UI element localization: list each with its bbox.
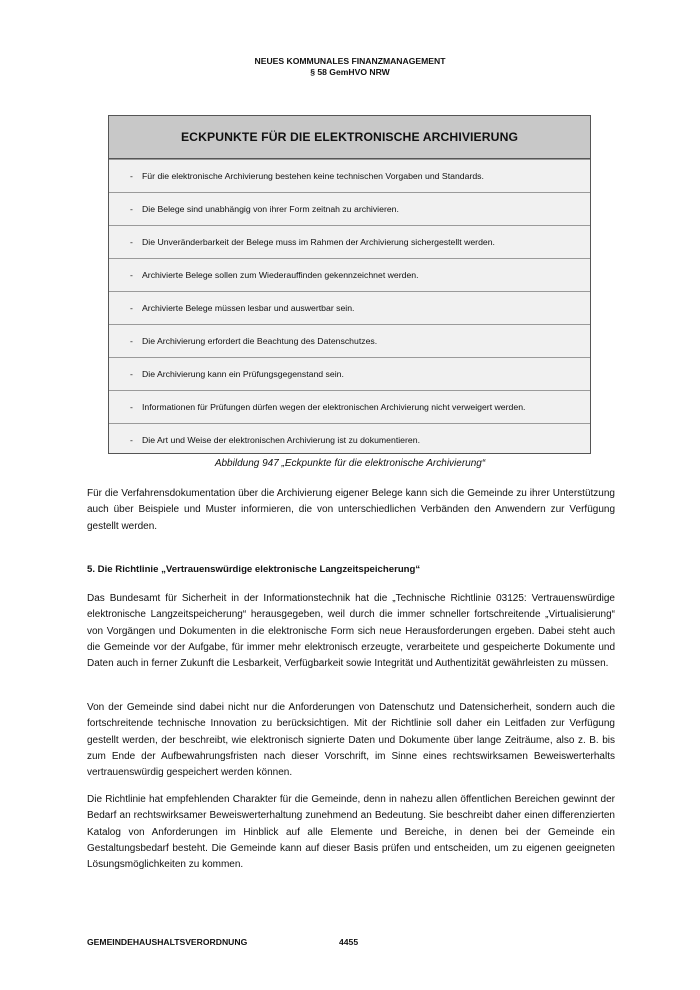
- list-item: - Die Archivierung kann ein Prüfungsgegenstand sein.: [109, 357, 590, 390]
- header-section: § 58 GemHVO NRW: [310, 67, 390, 77]
- list-item: - Die Archivierung erfordert die Beachtung des Datenschutzes.: [109, 324, 590, 357]
- footer-title: GEMEINDEHAUSHALTSVERORDNUNG: [87, 937, 248, 947]
- box-title: ECKPUNKTE FÜR DIE ELEKTRONISCHE ARCHIVIERUNG: [109, 116, 590, 159]
- paragraph-documentation: Für die Verfahrensdokumentation über die Archivierung eigener Belege kann sich die Gemeinde zu ihrer Unterstützung auch über Beispiele und Muster informieren, die von unterschiedlichen Verbänden den Anwendern zur Verfügung gestellt werden.: [87, 488, 615, 532]
- figure-caption: Abbildung 947 „Eckpunkte für die elektronische Archivierung“: [214, 458, 486, 469]
- paragraph-recommendation: Die Richtlinie hat empfehlenden Charakter für die Gemeinde, denn in nahezu allen öffentlichen Bereichen gewinnt der Bedarf an rechtswirksamer Beweiswerterhaltung zunehmend an Bedeutung. Sie beschreibt daher einen differenzierten Katalog von Anforderungen im Hinblick auf alle Elemente und Bereiche, in denen bei der Gemeinde ein Gestaltungsbedarf besteht. Die Gemeinde kann auf dieser Basis prüfen und entscheiden, um zu eigenen geeigneten Lösungsmöglichkeiten zu kommen.: [87, 794, 615, 871]
- page-header: [0, 56, 700, 78]
- header-title: NEUES KOMMUNALES FINANZMANAGEMENT: [254, 56, 446, 66]
- key-points-box: [108, 115, 591, 454]
- list-item: - Die Belege sind unabhängig von ihrer Form zeitnah zu archivieren.: [109, 192, 590, 225]
- list-item: - Informationen für Prüfungen dürfen wegen der elektronischen Archivierung nicht verweigert werden.: [109, 390, 590, 423]
- list-item: - Die Unveränderbarkeit der Belege muss im Rahmen der Archivierung sichergestellt werden.: [109, 225, 590, 258]
- section-heading: 5. Die Richtlinie „Vertrauenswürdige elektronische Langzeitspeicherung“: [87, 564, 421, 575]
- list-item: - Archivierte Belege müssen lesbar und auswertbar sein.: [109, 291, 590, 324]
- page-number: 4455: [339, 937, 359, 947]
- list-item: - Archivierte Belege sollen zum Wiederauffinden gekennzeichnet werden.: [109, 258, 590, 291]
- list-item: - Die Art und Weise der elektronischen Archivierung ist zu dokumentieren.: [109, 423, 590, 456]
- list-item: - Für die elektronische Archivierung bestehen keine technischen Vorgaben und Standards.: [109, 159, 590, 192]
- paragraph-requirements: Von der Gemeinde sind dabei nicht nur die Anforderungen von Datenschutz und Datensicherheit, sondern auch die fortschreitende technische Innovation zu berücksichtigen. Mit der Richtlinie soll daher ein Leitfaden zur Verfügung gestellt werden, der beschreibt, wie elektronisch signierte Daten und Dokumente über lange Zeiträume, also z. B. bis zum Ende der Aufbewahrungsfristen nach dieser Vorschrift, im Sinne eines rechtswirksamen Beweiswerterhalts vertrauenswürdig gespeichert werden können.: [87, 702, 615, 779]
- paragraph-bsi-guideline: Das Bundesamt für Sicherheit in der Informationstechnik hat die „Technische Richtlinie 03125: Vertrauenswürdige elektronische Langzeitspeicherung“ herausgegeben, weil durch die immer schneller fortschreitende „Virtualisierung“ von Vorgängen und Dokumenten in die elektronische Form sich neue Herausforderungen ergeben. Dabei steht auch die Gemeinde vor der Aufgabe, für immer mehr elektronisch erzeugte, verarbeitete und gespeicherte Dokumente und Daten auch in ferner Zukunft die Lesbarkeit, Verfügbarkeit sowie Integrität und Authentizität gewährleisten zu müssen.: [87, 593, 615, 670]
